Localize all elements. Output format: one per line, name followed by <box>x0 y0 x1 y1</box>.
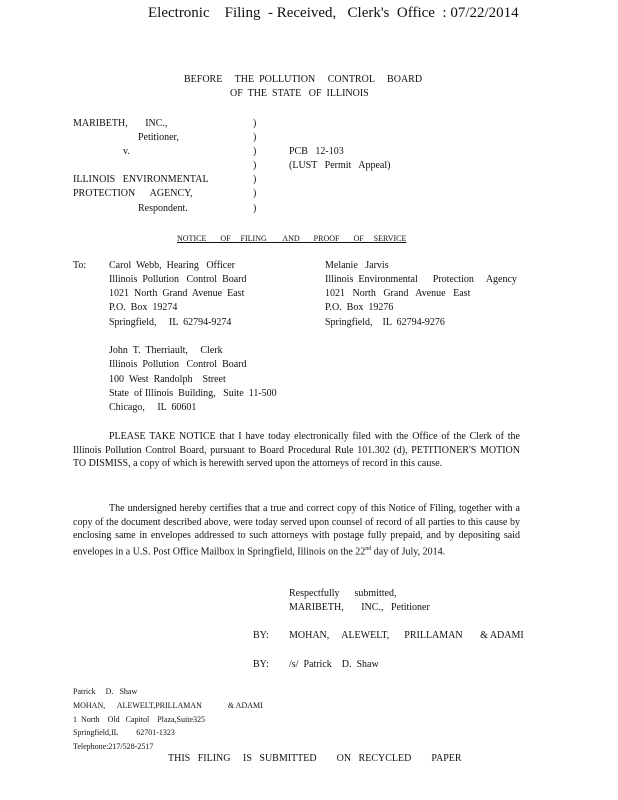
recycled-notice: THIS FILING IS SUBMITTED ON RECYCLED PAPER <box>168 753 462 764</box>
recipient-line: 100 West Randolph Street <box>109 374 226 385</box>
recipient-line: State of Illinois Building, Suite 11-500 <box>109 388 277 399</box>
contact-line: Patrick D. Shaw <box>73 687 138 696</box>
filing-header: Electronic Filing - Received, Clerk's Office : 07/22/2014 <box>148 5 519 21</box>
by-label: BY: <box>253 659 269 670</box>
recipient-line: Illinois Environmental Protection Agency <box>325 274 517 285</box>
caption-bracket: ) <box>253 118 257 129</box>
caption-line: MARIBETH, INC., <box>73 118 168 129</box>
board-title-line1: BEFORE THE POLLUTION CONTROL BOARD <box>184 74 423 85</box>
contact-line: Telephone:217/528-2517 <box>73 742 154 751</box>
recipient-line: John T. Therriault, Clerk <box>109 345 223 356</box>
law-firm: MOHAN, ALEWELT, PRILLAMAN & ADAMI <box>289 630 524 641</box>
recipient-line: Melanie Jarvis <box>325 260 389 271</box>
certification-text-end: day of July, 2014. <box>371 545 446 557</box>
recipient-line: Illinois Pollution Control Board <box>109 274 247 285</box>
caption-bracket: ) <box>253 160 257 171</box>
recipient-line: Springfield, IL 62794-9276 <box>325 317 445 328</box>
caption-line: Petitioner, <box>73 132 179 143</box>
case-number: PCB 12-103 <box>289 146 344 157</box>
caption-bracket: ) <box>253 203 257 214</box>
party-name: MARIBETH, INC., Petitioner <box>289 602 430 613</box>
recipient-line: 1021 North Grand Avenue East <box>109 288 245 299</box>
caption-line: ILLINOIS ENVIRONMENTAL <box>73 174 209 185</box>
by-label: BY: <box>253 630 269 641</box>
notice-title: NOTICE OF FILING AND PROOF OF SERVICE <box>177 234 407 243</box>
recipient-line: Carol Webb, Hearing Officer <box>109 260 236 271</box>
caption-line: Respondent. <box>73 203 188 214</box>
case-type: (LUST Permit Appeal) <box>289 160 391 171</box>
caption-bracket: ) <box>253 132 257 143</box>
recipient-line: 1021 North Grand Avenue East <box>325 288 471 299</box>
contact-line: Springfield,IL 62701-1323 <box>73 728 175 737</box>
recipient-line: P.O. Box 19274 <box>109 302 178 313</box>
closing: Respectfully submitted, <box>289 588 397 599</box>
certification-text: The undersigned hereby certifies that a true and correct copy of this Notice of Filing, together with a copy of the document described above, were today served upon counsel of record of all parties to this cause by enclosing same in envelopes addressed to such attorneys with postage fully prepaid, and by depositing said envelopes in a U.S. Post Office Mailbox in Springfield, Illinois on the 22 <box>73 503 520 557</box>
caption-bracket: ) <box>253 188 257 199</box>
contact-line: 1 North Old Capitol Plaza,Suite325 <box>73 715 205 724</box>
caption-line: v. <box>73 146 130 157</box>
recipient-line: Chicago, IL 60601 <box>109 402 197 413</box>
certification-paragraph <box>73 502 520 558</box>
to-label: To: <box>73 260 87 271</box>
recipient-line: P.O. Box 19276 <box>325 302 394 313</box>
caption-bracket: ) <box>253 174 257 185</box>
recipient-line: Illinois Pollution Control Board <box>109 359 247 370</box>
caption-line: PROTECTION AGENCY, <box>73 188 193 199</box>
date-suffix: nd <box>365 545 372 552</box>
caption-bracket: ) <box>253 146 257 157</box>
notice-paragraph: PLEASE TAKE NOTICE that I have today electronically filed with the Office of the Clerk of the Illinois Pollution Control Board, pursuant to Board Procedural Rule 101.302 (d), PETITIONER'S MOTION TO DISMISS, a copy of which is herewith served upon the attorneys of record in this cause. <box>73 431 520 469</box>
signature-line: /s/ Patrick D. Shaw <box>289 659 379 670</box>
contact-line: MOHAN, ALEWELT,PRILLAMAN & ADAMI <box>73 701 263 710</box>
recipient-line: Springfield, IL 62794-9274 <box>109 317 232 328</box>
board-title-line2: OF THE STATE OF ILLINOIS <box>230 88 369 99</box>
